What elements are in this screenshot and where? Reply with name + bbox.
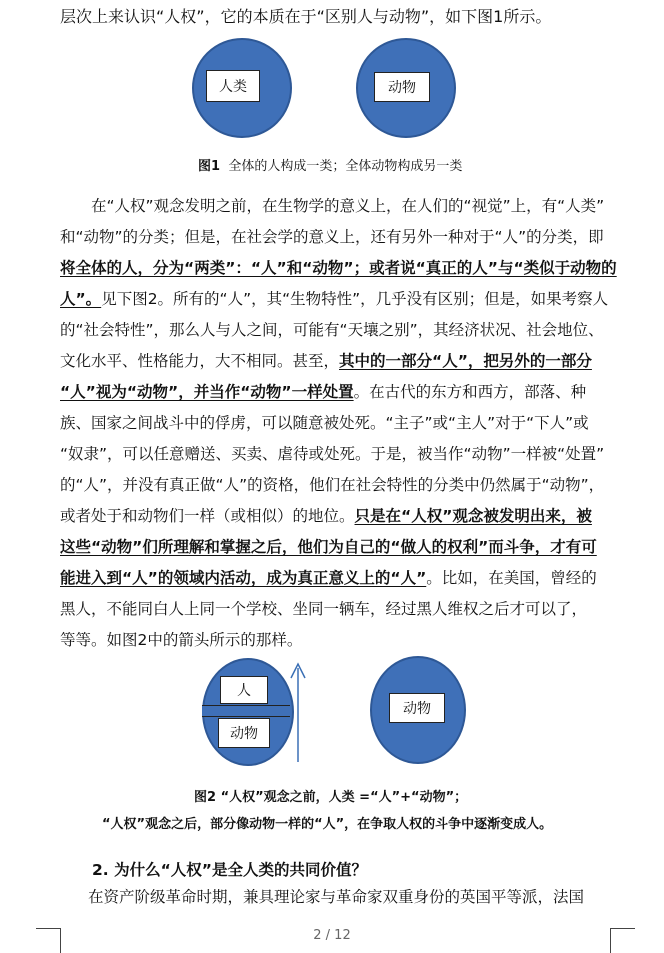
para-line: 能进入到“人”的领域内活动，成为真正意义上的“人”。比如，在美国，曾经的 — [60, 569, 597, 587]
para-line: 文化水平、性格能力，大不相同。甚至，其中的一部分“人”，把另外的一部分 — [60, 352, 592, 370]
figure-1-caption — [198, 155, 462, 174]
emphasis-text: 能进入到“人”的领域内活动，成为真正意义上的“人” — [60, 569, 427, 587]
para-line: 黑人，不能同白人上同一个学校、坐同一辆车，经过黑人维权之后才可以了， — [60, 600, 588, 618]
para-line — [60, 253, 620, 284]
body-paragraph — [60, 191, 620, 656]
divider-band — [202, 705, 290, 717]
para-line: 族、国家之间战斗中的俘虏，可以随意被处死。“主子”或“主人”对于“下人”或 — [60, 414, 589, 432]
para-line: 在“人权”观念发明之前，在生物学的意义上，在人们的“视觉”上，有“人类” — [91, 197, 605, 215]
section-first-line: 在资产阶级革命时期，兼具理论家与革命家双重身份的英国平等派，法国 — [88, 888, 585, 906]
figure-1-caption-number: 图1 — [198, 159, 221, 174]
emphasis-text: 将全体的人，分为“两类”：“人”和“动物”；或者说“真正的人”与“类似于动物的 — [60, 259, 617, 277]
emphasis-text: “人”视为“动物”，并当作“动物”一样处置 — [60, 383, 354, 401]
figure-2-caption-line-1: 图2 “人权”观念之前，人类 =“人”+“动物”； — [194, 790, 468, 805]
emphasis-text: 只是在“人权”观念被发明出来，被 — [354, 507, 592, 525]
section-heading: 2. 为什么“人权”是全人类的共同价值？ — [92, 861, 367, 879]
person-label-box: 人 — [220, 676, 268, 704]
para-line: 等等。如图2中的箭头所示的那样。 — [60, 631, 303, 649]
humans-label-box: 人类 — [206, 70, 260, 102]
para-line: 的“人”，并没有真正做“人”的资格，他们在社会特性的分类中仍然属于“动物”， — [60, 476, 605, 494]
emphasis-text: 其中的一部分“人”，把另外的一部分 — [339, 352, 592, 370]
top-text-line: 层次上来认识“人权”，它的本质在于“区别人与动物”，如下图1所示。 — [60, 7, 552, 26]
para-line: “人”视为“动物”，并当作“动物”一样处置。在古代的东方和西方，部落、种 — [60, 383, 587, 401]
figure-2-caption-line-2: “人权”观念之后，部分像动物一样的“人”，在争取人权的斗争中逐渐变成人。 — [102, 817, 553, 832]
para-line: 或者处于和动物们一样（或相似）的地位。只是在“人权”观念被发明出来，被 — [60, 507, 592, 525]
para-line: 和“动物”的分类；但是，在社会学的意义上，还有另外一种对于“人”的分类，即 — [60, 228, 604, 246]
emphasis-text: 这些“动物”们所理解和掌握之后，他们为自己的“做人的权利”而斗争，才有可 — [60, 538, 597, 556]
animal-in-humankind-box: 动物 — [218, 718, 270, 748]
para-line: 人”。见下图2。所有的“人”，其“生物特性”，几乎没有区别；但是，如果考察人 — [60, 290, 609, 308]
upward-arrow-icon — [288, 660, 308, 764]
para-line: 的“社会特性”，那么人与人之间，可能有“天壤之别”，其经济状况、社会地位、 — [60, 321, 604, 339]
figure-1-caption-text: 全体的人构成一类；全体动物构成另一类 — [228, 159, 463, 174]
para-line: “奴隶”，可以任意赠送、买卖、虐待或处死。于是，被当作“动物”一样被“处置” — [60, 445, 605, 463]
emphasis-text: 人”。 — [60, 290, 102, 308]
animals-label-box-2: 动物 — [389, 693, 445, 723]
page-number: 2 / 12 — [313, 928, 351, 943]
animals-label-box: 动物 — [374, 72, 430, 102]
para-line — [60, 532, 620, 563]
